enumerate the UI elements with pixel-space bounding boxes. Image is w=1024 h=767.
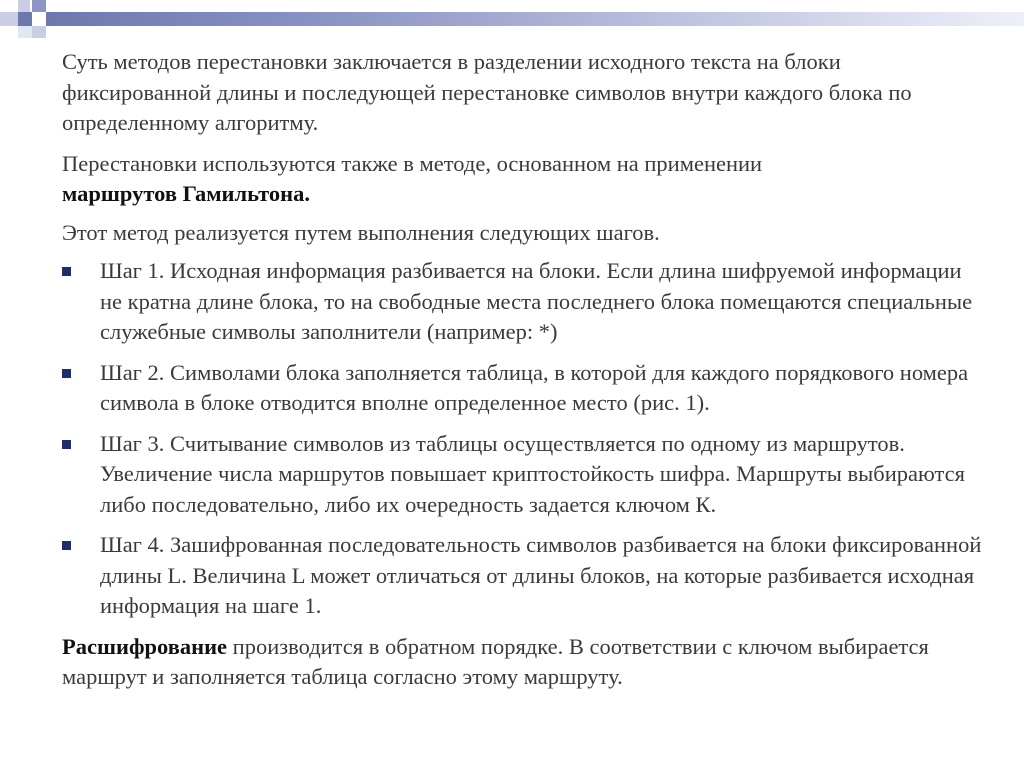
list-item [62,429,982,521]
decryption-paragraph [62,632,982,693]
steps-list [62,256,982,622]
square-bullet-icon [62,267,71,276]
step-text: Шаг 2. Символами блока заполняется таблица, в которой для каждого порядкового номера символа в блоке отводится вполне определенное место (рис. 1). [100,359,969,415]
corner-square-3 [0,12,18,26]
step-text: Шаг 4. Зашифрованная последовательность символов разбивается на блоки фиксированной длины L. Величина L может отличаться от длины блоков, на которые разбивается исходная информация на шаге 1. [100,532,982,618]
step-text: Шаг 1. Исходная информация разбивается на блоки. Если длина шифруемой информации не кратна длине блока, то на свободные места последнего блока помещаются специальные служебные символы заполнители (например: *) [100,258,973,344]
square-bullet-icon [62,369,71,378]
corner-square-7 [32,26,46,38]
slide-content [62,47,982,703]
header-gradient-bar [46,12,1024,26]
list-item [62,256,982,348]
step-text: Шаг 3. Считывание символов из таблицы осуществляется по одному из маршрутов. Увеличение числа маршрутов повышает криптостойкость шифра. Маршруты выбираются либо последовательно, либо их очередность задается ключом К. [100,430,965,517]
corner-square-1 [18,0,30,12]
hamilton-paragraph [62,149,982,210]
hamilton-text: Перестановки используются также в методе, основанном на применении [62,150,763,176]
intro-paragraph: Суть методов перестановки заключается в разделении исходного текста на блоки фиксированной длины и последующей перестановке символов внутри каждого блока по определенному алгоритму. [62,49,912,135]
decryption-term: Расшифрование [62,633,228,659]
hamilton-routes-bold: маршрутов Гамильтона. [62,181,311,206]
corner-square-6 [18,26,32,38]
list-item [62,358,982,419]
steps-intro: Этот метод реализуется путем выполнения следующих шагов. [62,219,660,245]
square-bullet-icon [62,440,71,449]
corner-square-5 [32,12,46,26]
square-bullet-icon [62,541,71,550]
decryption-text: производится в обратном порядке. В соответствии с ключом выбирается маршрут и заполняется таблица согласно этому маршруту. [62,633,929,689]
list-item [62,530,982,622]
corner-square-4 [18,12,32,26]
corner-square-2 [32,0,46,12]
